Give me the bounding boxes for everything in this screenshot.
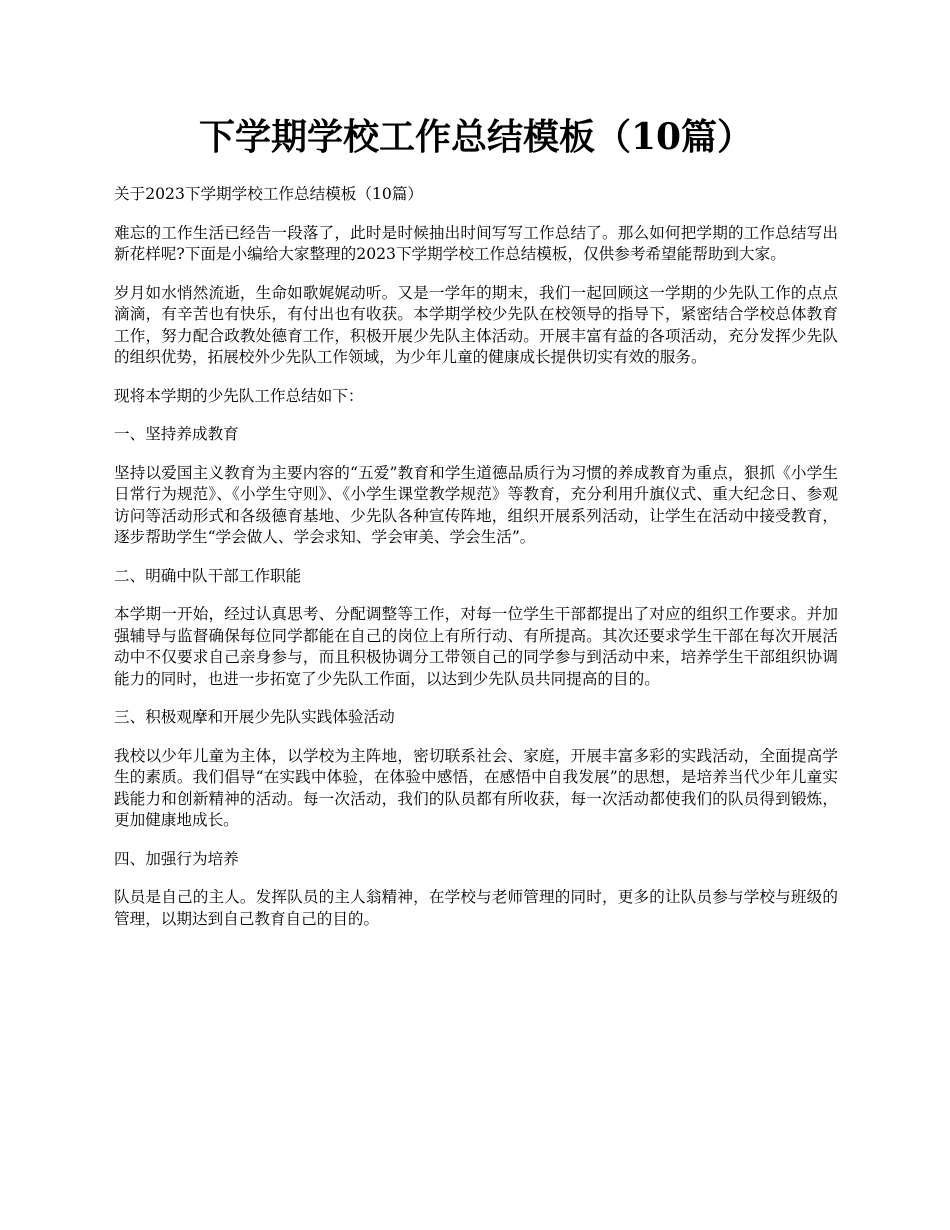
section-heading-2: 二、明确中队干部工作职能 bbox=[114, 566, 302, 585]
section-body-2: 本学期一开始，经过认真思考、分配调整等工作，对每一位学生干部都提出了对应的组织工作要求。并加强辅导与监督确保每位同学都能在自己的岗位上有所行动、有所提高。其次还要求学生干部在每次开展活动中不仅要求自己亲身参与，而且积极协调分工带领自己的同学参与到活动中来，培养学生干部组织协调能力的同时，也进一步拓宽了少先队工作面，以达到少先队员共同提高的目的。 bbox=[114, 605, 838, 688]
section-body-3: 我校以少年儿童为主体，以学校为主阵地，密切联系社会、家庭，开展丰富多彩的实践活动，全面提高学生的素质。我们倡导“在实践中体验，在体验中感悟，在感悟中自我发展”的思想，是培养当代少年儿童实践能力和创新精神的活动。每一次活动，我们的队员都有所收获，每一次活动都使我们的队员得到锻炼，更加健康地成长。 bbox=[114, 746, 838, 829]
opening-paragraph: 岁月如水悄然流逝，生命如歌娓娓动听。又是一学年的期末，我们一起回顾这一学期的少先队工作的点点滴滴，有辛苦也有快乐，有付出也有收获。本学期学校少先队在校领导的指导下，紧密结合学校总体教育工作，努力配合政教处德育工作，积极开展少先队主体活动。开展丰富有益的各项活动，充分发挥少先队的组织优势，拓展校外少先队工作领域，为少年儿童的健康成长提供切实有效的服务。 bbox=[114, 283, 838, 366]
document-title: 下学期学校工作总结模板（10篇） bbox=[198, 116, 754, 158]
section-heading-3: 三、积极观摩和开展少先队实践体验活动 bbox=[114, 708, 395, 726]
section-heading-1: 一、坚持养成教育 bbox=[114, 425, 239, 443]
document-subtitle: 关于2023下学期学校工作总结模板（10篇） bbox=[114, 185, 424, 203]
intro-paragraph: 难忘的工作生活已经告一段落了，此时是时候抽出时间写写工作总结了。那么如何把学期的工作总结写出新花样呢?下面是小编给大家整理的2023下学期学校工作总结模板，仅供参考希望能帮助到大家。 bbox=[114, 223, 838, 263]
section-heading-4: 四、加强行为培养 bbox=[114, 849, 239, 868]
section-body-4: 队员是自己的主人。发挥队员的主人翁精神，在学校与老师管理的同时，更多的让队员参与学校与班级的管理，以期达到自己教育自己的目的。 bbox=[114, 888, 838, 928]
summary-lead: 现将本学期的少先队工作总结如下： bbox=[114, 386, 364, 405]
section-body-1: 坚持以爱国主义教育为主要内容的“五爱”教育和学生道德品质行为习惯的养成教育为重点，狠抓《小学生日常行为规范》、《小学生守则》、《小学生课堂教学规范》等教育，充分利用升旗仪式、重大纪念日、参观访问等活动形式和各级德育基地、少先队各种宣传阵地，组织开展系列活动，让学生在活动中接受教育，逐步帮助学生“学会做人、学会求知、学会审美、学会生活”。 bbox=[114, 463, 838, 546]
document-page bbox=[114, 112, 838, 947]
